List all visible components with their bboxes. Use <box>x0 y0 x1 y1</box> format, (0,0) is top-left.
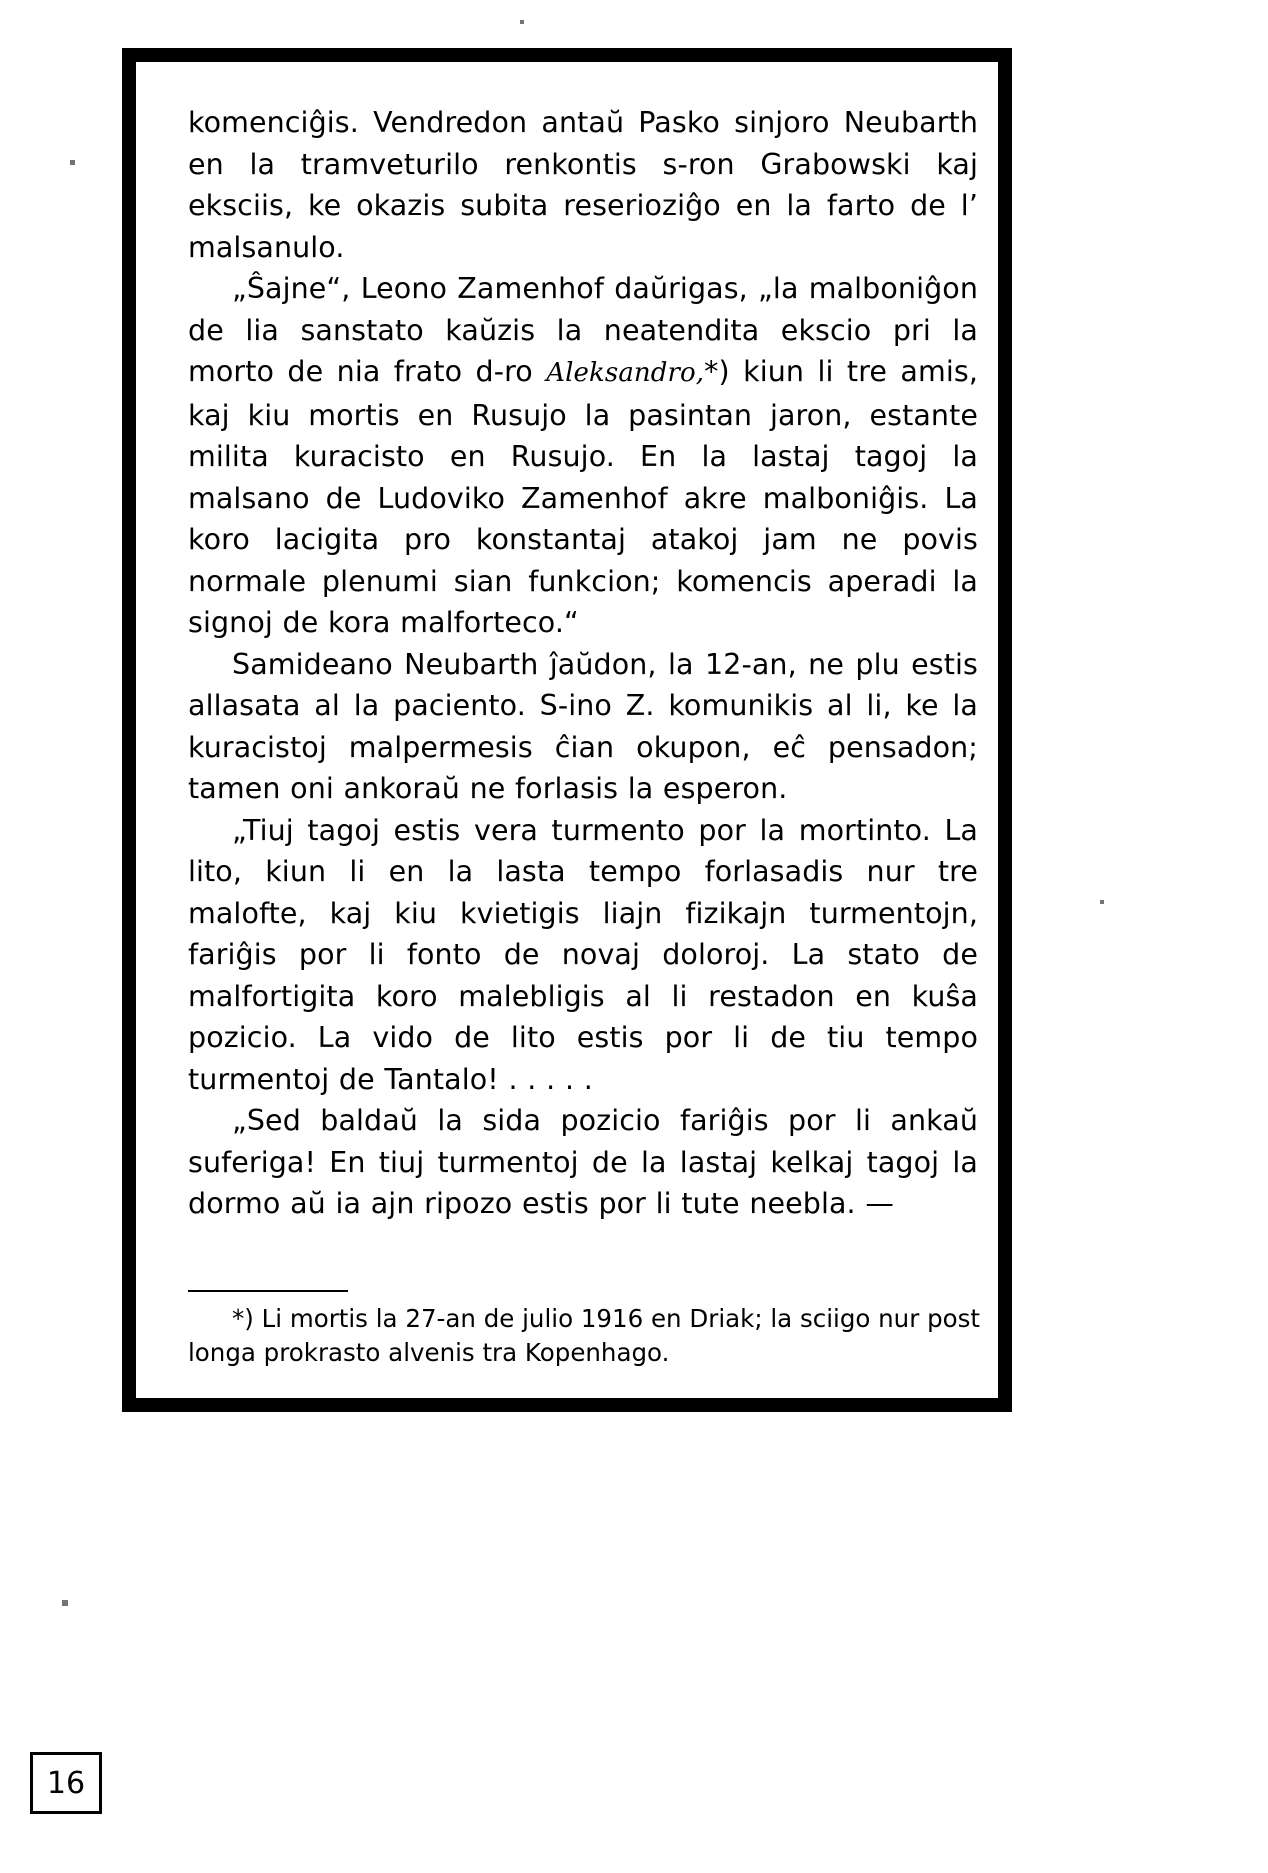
paragraph-1: komenciĝis. Vendredon antaŭ Pasko sinjoro Neubarth en la tramveturilo renkontis s-ron Grabowski kaj eksciis, ke okazis subita reserioziĝo en la farto de l’ malsanulo. <box>188 106 978 264</box>
footnote-separator-rule <box>188 1290 348 1292</box>
page-number-label: 16 <box>46 1765 86 1801</box>
footnote-text: *) Li mortis la 27-an de julio 1916 en Driak; la sciigo nur post longa prokrasto alvenis tra Kopenhago. <box>188 1304 980 1367</box>
scanned-page-frame <box>122 48 1012 1412</box>
paragraph-3: Samideano Neubarth ĵaŭdon, la 12-an, ne plu estis allasata al la paciento. S-ino Z. komunikis al li, ke la kuracistoj malpermesis ĉian okupon, eĉ pensadon; tamen oni ankoraŭ ne forlasis la esperon. <box>188 647 978 805</box>
paragraph-2-text-before-italic: „Ŝajne“, Leono Zamenhof daŭrigas, „la malboniĝon de lia sanstato kaŭzis la neatendita ekscio pri la morto de nia frato d-ro <box>188 272 978 388</box>
scan-speck <box>520 20 524 24</box>
page-number-box <box>30 1752 102 1814</box>
scan-speck <box>1100 900 1104 904</box>
scan-speck <box>62 1600 68 1606</box>
paragraph-2 <box>188 268 978 644</box>
page-content-area <box>136 62 998 1398</box>
italic-name-aleksandro: Aleksandro, <box>546 358 705 388</box>
paragraph-5: „Sed baldaŭ la sida pozicio fariĝis por li ankaŭ suferiga! En tiuj turmentoj de la lastaj kelkaj tagoj la dormo aŭ ia ajn ripozo estis por li tute neebla. — <box>188 1104 978 1220</box>
paragraph-2-text-after-italic: *) kiun li tre amis, kaj kiu mortis en Rusujo la pasintan jaron, estante milita kuracisto en Rusujo. En la lastaj tagoj la malsano de Ludoviko Zamenhof akre malboniĝis. La koro lacigita pro konstantaj atakoj jam ne povis normale plenumi sian funkcion; komencis aperadi la signoj de kora malforteco.“ <box>188 355 978 639</box>
body-text-column <box>188 102 978 1225</box>
scan-speck <box>70 160 75 165</box>
paragraph-4: „Tiuj tagoj estis vera turmento por la mortinto. La lito, kiun li en la lasta tempo forlasadis nur tre malofte, kaj kiu kvietigis liajn fizikajn turmentojn, fariĝis por li fonto de novaj doloroj. La stato de malfortigita koro malebligis al li restadon en kuŝa pozicio. La vido de lito estis por li de tiu tempo turmentoj de Tantalo! . . . . . <box>188 813 978 1096</box>
